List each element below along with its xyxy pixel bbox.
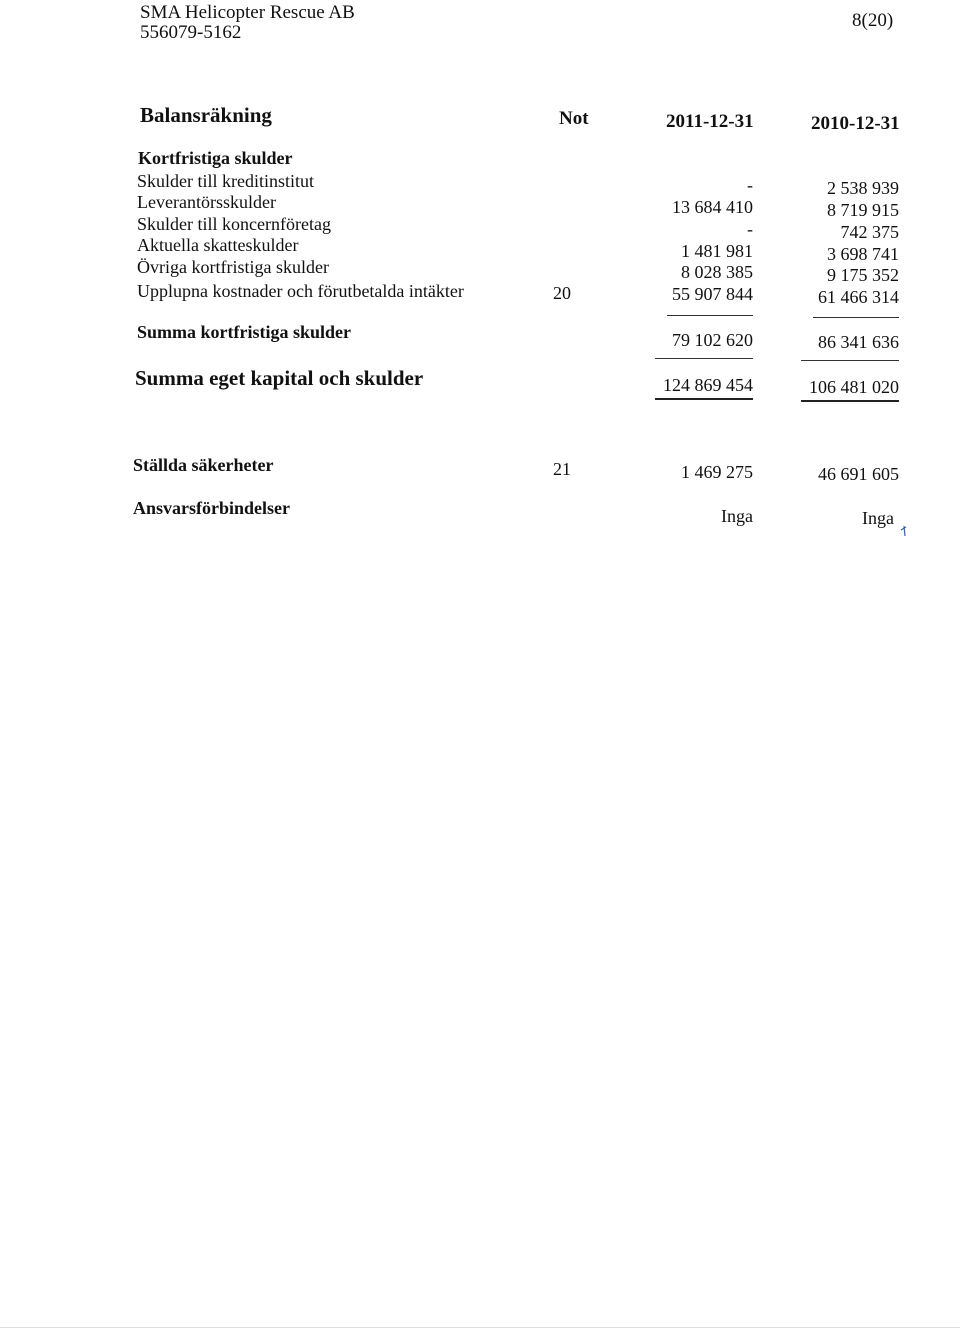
pledged-assets-label: Ställda säkerheter: [133, 455, 274, 475]
contingent-liabilities-value-2010: Inga: [862, 508, 894, 528]
statement-title: Balansräkning: [140, 103, 272, 127]
subtotal-rule-2011: [667, 315, 753, 316]
row-value-2010: 742 375: [840, 222, 899, 242]
total-label: Summa eget kapital och skulder: [135, 366, 424, 390]
row-label: Skulder till koncernföretag: [137, 214, 331, 234]
contingent-liabilities-label: Ansvarsförbindelser: [133, 498, 290, 518]
row-value-2010: 9 175 352: [827, 265, 899, 285]
pledged-assets-note: 21: [553, 459, 571, 479]
row-label: Leverantörsskulder: [137, 192, 276, 212]
org-number: 556079-5162: [140, 22, 242, 43]
total-value-2011: 124 869 454: [663, 375, 753, 395]
contingent-liabilities-value-2011: Inga: [721, 506, 753, 526]
total-underline-2010: [801, 400, 899, 402]
total-underline-2011: [655, 398, 753, 400]
row-label: Aktuella skatteskulder: [137, 235, 299, 255]
total-value-2010: 106 481 020: [809, 377, 899, 397]
row-value-2010: 61 466 314: [818, 287, 899, 307]
pledged-assets-value-2010: 46 691 605: [818, 464, 899, 484]
row-value-2011: -: [747, 175, 753, 195]
subtotal-value-2011: 79 102 620: [672, 330, 753, 350]
pen-mark-icon: [898, 520, 914, 540]
row-value-2010: 8 719 915: [827, 200, 899, 220]
scan-edge-line: [0, 1327, 960, 1328]
row-note: 20: [553, 283, 571, 303]
company-name: SMA Helicopter Rescue AB: [140, 2, 355, 23]
subtotal-label: Summa kortfristiga skulder: [137, 322, 352, 342]
pledged-assets-value-2011: 1 469 275: [681, 462, 753, 482]
row-label: Skulder till kreditinstitut: [137, 171, 314, 191]
total-rule-2011: [655, 358, 753, 359]
total-rule-2010: [801, 360, 899, 361]
row-value-2011: 1 481 981: [681, 241, 753, 261]
row-value-2010: 3 698 741: [827, 244, 899, 264]
column-header-2010: 2010-12-31: [811, 113, 900, 134]
row-value-2011: 13 684 410: [672, 197, 753, 217]
section-heading: Kortfristiga skulder: [138, 148, 293, 168]
subtotal-rule-2010: [813, 317, 899, 318]
row-value-2011: 8 028 385: [681, 262, 753, 282]
row-value-2011: 55 907 844: [672, 284, 753, 304]
row-value-2011: -: [747, 219, 753, 239]
column-header-2011: 2011-12-31: [666, 111, 754, 132]
row-label: Upplupna kostnader och förutbetalda intäkter: [137, 281, 464, 301]
column-header-note: Not: [559, 108, 589, 129]
page-number: 8(20): [852, 10, 894, 31]
row-label: Övriga kortfristiga skulder: [137, 257, 329, 277]
row-value-2010: 2 538 939: [827, 178, 899, 198]
subtotal-value-2010: 86 341 636: [818, 332, 899, 352]
